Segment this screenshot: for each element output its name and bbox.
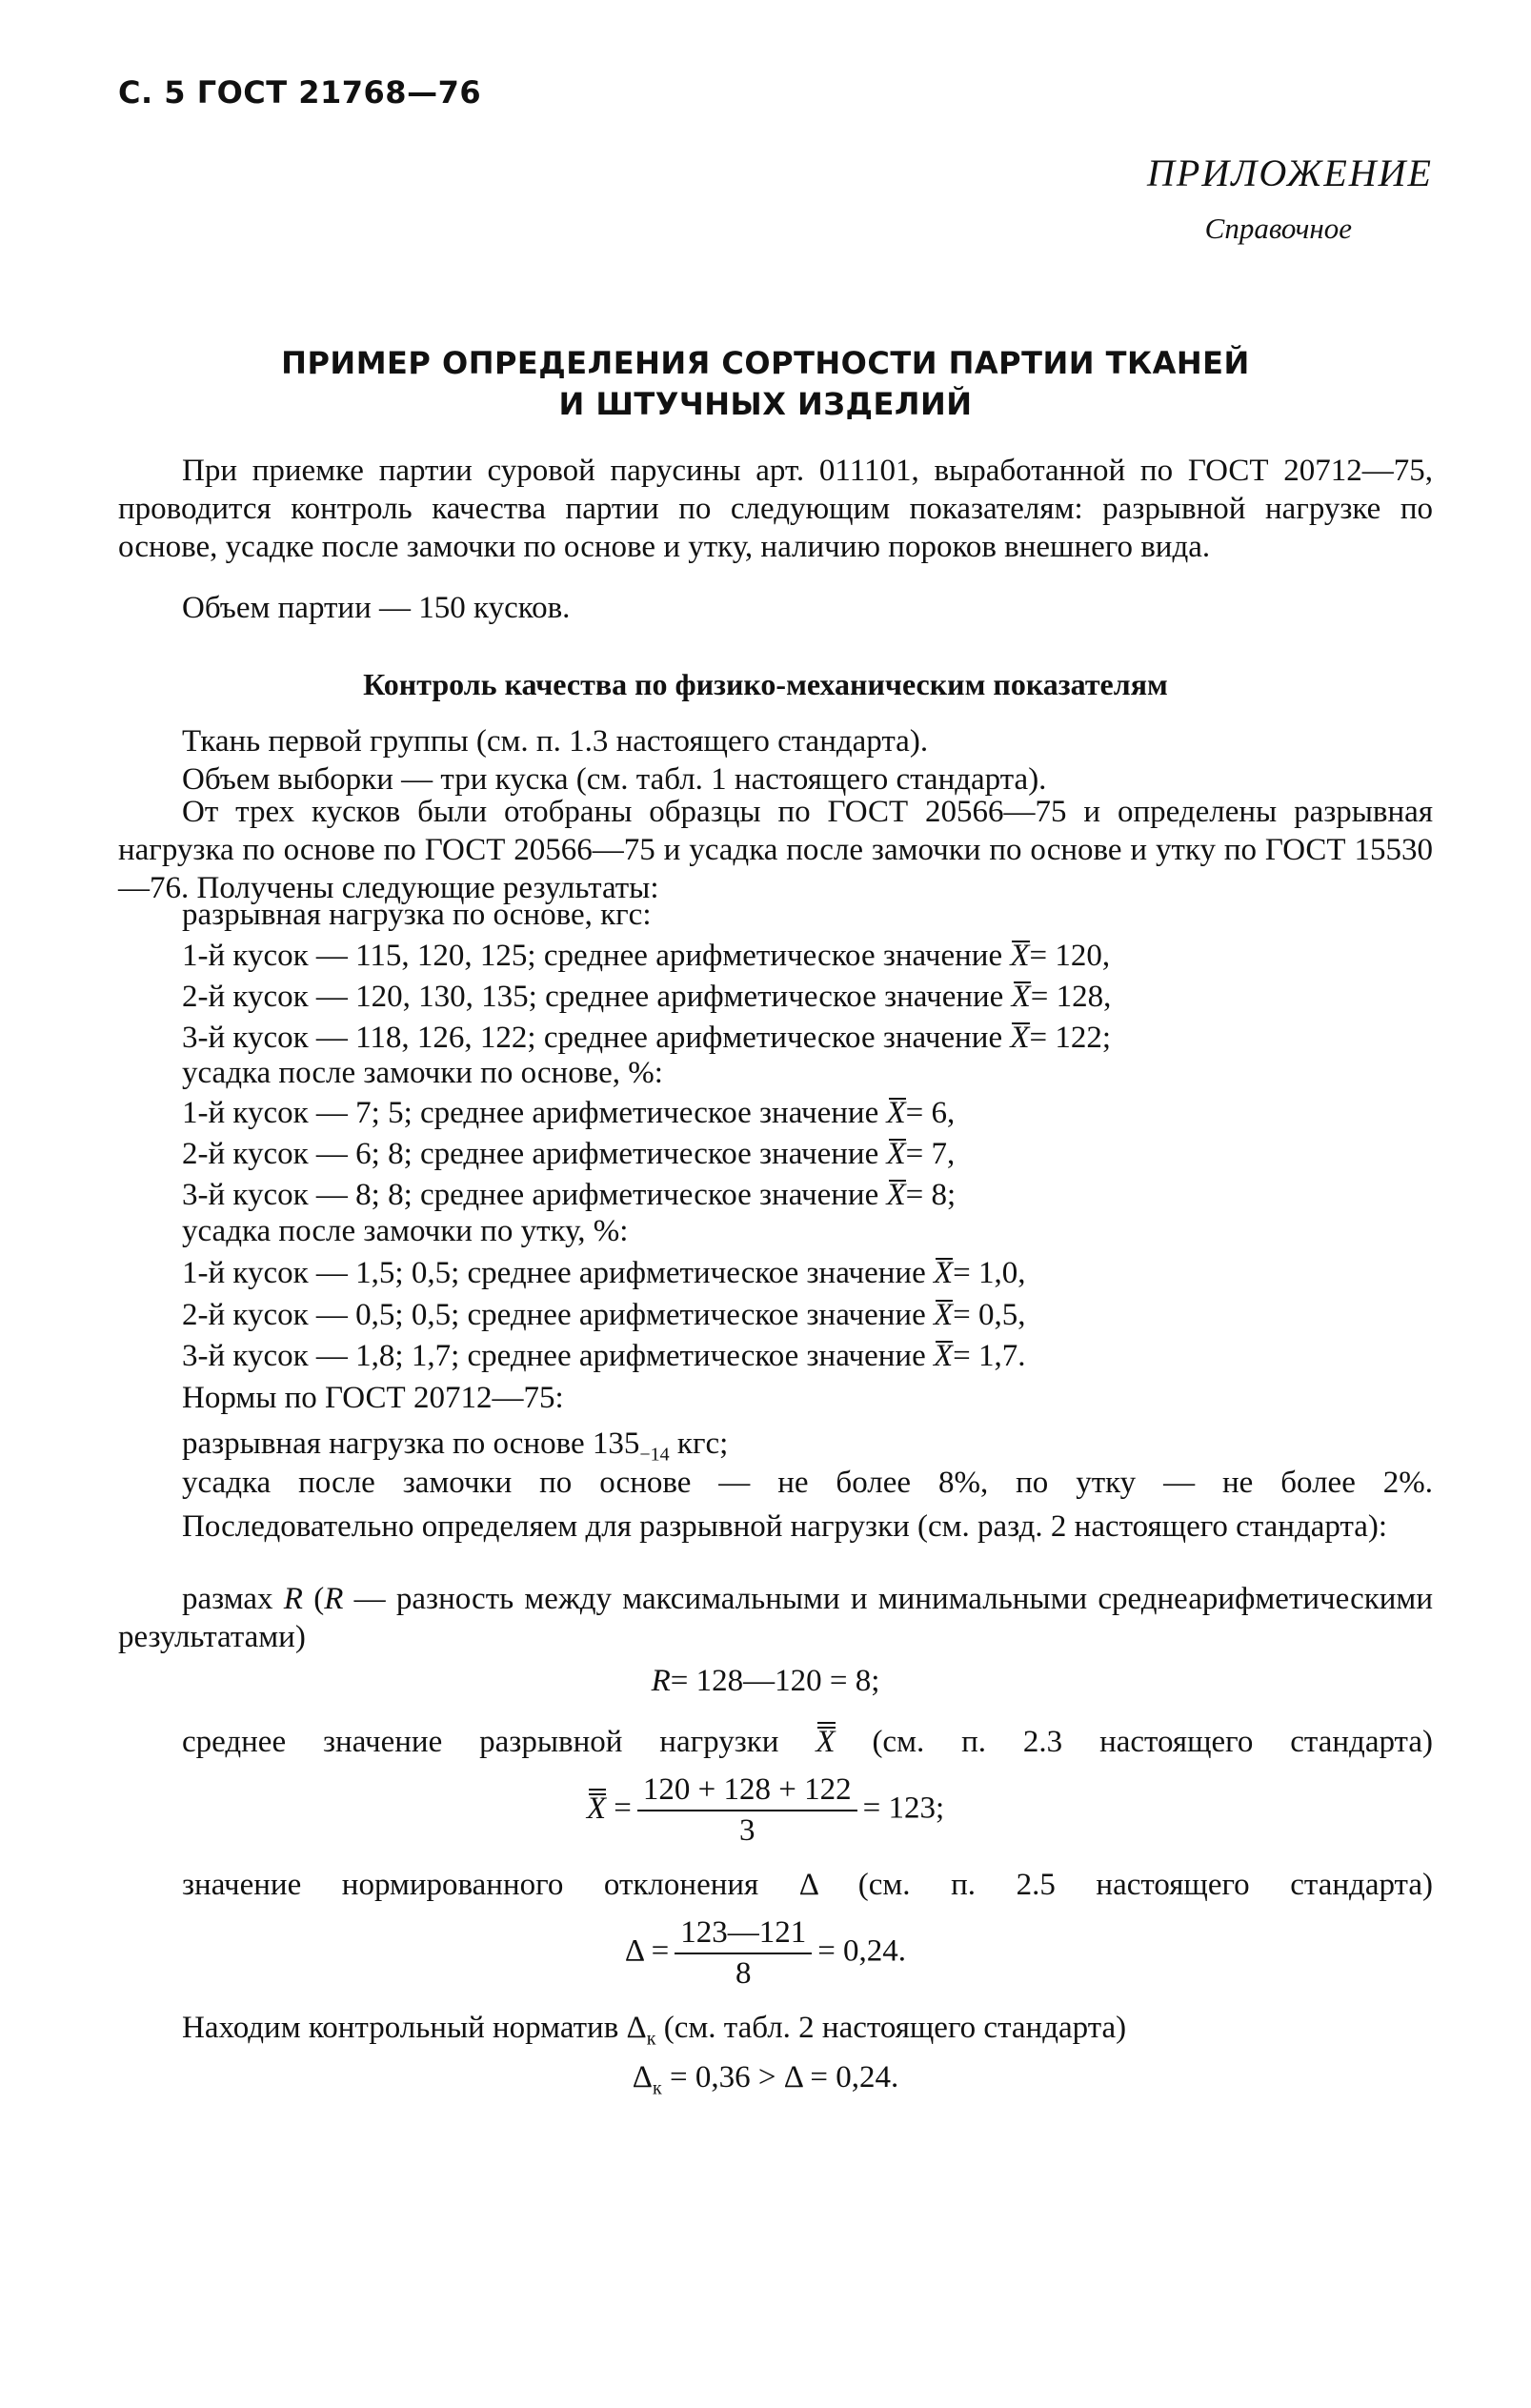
mean-numerator: 120 + 128 + 122 [637,1772,857,1811]
shrink-weft-piece-2: 2-й кусок — 0,5; 0,5; среднее арифметическое значение [182,1298,934,1332]
batch-size: Объем партии — 150 кусков. [182,591,571,625]
shrink-warp-mean-2: = 7, [905,1137,956,1171]
breaking-piece-1: 1-й кусок — 115, 120, 125; среднее арифметическое значение [182,939,1011,973]
range-text: размах [182,1582,284,1616]
shrink-warp-row-3 [182,1178,956,1213]
control-norm-paragraph [182,2011,1126,2051]
x-bar-symbol: X [1011,980,1031,1014]
control-norm-ref: (см. табл. 2 настоящего стандарта) [655,2011,1127,2045]
shrink-warp-label: усадка после замочки по основе, %: [182,1056,663,1090]
shrink-warp-row-1 [182,1096,955,1131]
x-bar-symbol: X [934,1256,954,1290]
breaking-piece-3: 3-й кусок — 118, 126, 122; среднее арифметическое значение [182,1021,1011,1055]
deviation-fraction [675,1915,812,1992]
shrink-weft-label: усадка после замочки по утку, %: [182,1214,629,1248]
breaking-mean-1: = 120, [1029,939,1111,973]
x-bar-symbol: X [934,1298,954,1332]
x-bar-symbol: X [1010,939,1030,973]
norm-unit: кгс; [669,1427,729,1461]
breaking-row-2 [182,980,1111,1015]
running-head: С. 5 ГОСТ 21768—76 [118,74,482,111]
mean-paragraph [182,1725,1433,1760]
procedure-paragraph: Последовательно определяем для разрывной нагрузки (см. разд. 2 настоящего стандарта): [182,1509,1388,1544]
fabric-group-line: Ткань первой группы (см. п. 1.3 настоящего стандарта). [182,724,929,759]
control-delta-sub: к [653,2077,662,2099]
mean-fraction [637,1772,857,1849]
deviation-result: = 0,24. [817,1933,907,1969]
shrink-weft-piece-1: 1-й кусок — 1,5; 0,5; среднее арифметическое значение [182,1256,934,1290]
control-norm-sub: к [646,2028,656,2050]
control-comparison: = 0,36 > Δ = 0,24. [661,2060,899,2094]
title-line-2: И ШТУЧНЫХ ИЗДЕЛИЙ [558,386,973,422]
deviation-denominator: 8 [735,1956,752,1991]
shrink-weft-row-2 [182,1298,1026,1333]
norm-breaking-text: разрывная нагрузка по основе 135 [182,1427,640,1461]
breaking-piece-2: 2-й кусок — 120, 130, 135; среднее арифметическое значение [182,980,1012,1014]
shrink-weft-piece-3: 3-й кусок — 1,8; 1,7; среднее арифметическое значение [182,1339,934,1373]
title-line-1: ПРИМЕР ОПРЕДЕЛЕНИЯ СОРТНОСТИ ПАРТИИ ТКАНЕЙ [281,345,1250,381]
range-symbol: R [651,1664,671,1698]
sampling-paragraph: От трех кусков были отобраны образцы по ГОСТ 20566—75 и определены разрывная нагрузка по основе по ГОСТ 20566—75 и усадка после замочки по основе и утку по ГОСТ 15530—76. Получены следующие результаты: [118,795,1433,905]
range-equation [0,1664,1531,1699]
intro-paragraph: При приемке партии суровой парусины арт. 011101, выработанной по ГОСТ 20712—75, проводится контроль качества партии по следующим показателям: разрывной нагрузке по основе, усадке после замочки по основе и утку, наличию пороков внешнего вида. [118,454,1433,564]
shrink-warp-mean-1: = 6, [905,1096,956,1130]
x-double-bar-symbol: X [816,1725,836,1759]
control-norm-equation [0,2060,1531,2100]
shrink-warp-mean-3: = 8; [905,1178,957,1212]
range-equation-value: = 128—120 = 8; [670,1664,880,1698]
x-bar-symbol: X [886,1137,906,1171]
shrink-warp-piece-3: 3-й кусок — 8; 8; среднее арифметическое значение [182,1178,887,1212]
shrink-weft-mean-3: = 1,7. [953,1339,1026,1373]
deviation-paragraph: значение нормированного отклонения Δ (см. п. 2.5 настоящего стандарта) [182,1868,1433,1902]
x-bar-symbol: X [886,1178,906,1212]
breaking-load-label: разрывная нагрузка по основе, кгс: [182,898,652,932]
mean-result: = 123; [862,1791,945,1826]
deviation-lhs: Δ = [624,1933,670,1969]
mean-equation: X = $\frac{120 + 128 + 122}{3}$ = 123; [586,1772,945,1848]
mean-denominator: 3 [739,1813,755,1848]
norm-breaking-load [182,1427,728,1467]
breaking-mean-3: = 122; [1029,1021,1112,1055]
range-symbol: R [324,1582,344,1616]
appendix-type: Справочное [1204,212,1352,245]
deviation-numerator: 123—121 [675,1915,812,1954]
section-heading: Контроль качества по физико-механическим показателям [363,667,1168,701]
breaking-mean-2: = 128, [1030,980,1112,1014]
x-bar-symbol: X [934,1339,954,1373]
control-norm-text: Находим контрольный норматив Δ [182,2011,647,2045]
sample-size-line: Объем выборки — три куска (см. табл. 1 настоящего стандарта). [182,762,1047,797]
shrink-weft-mean-2: = 0,5, [953,1298,1026,1332]
deviation-equation [0,1915,1531,1992]
range-symbol: R [283,1582,303,1616]
x-bar-symbol: X [886,1096,906,1130]
shrink-warp-piece-2: 2-й кусок — 6; 8; среднее арифметическое значение [182,1137,887,1171]
breaking-row-3 [182,1021,1111,1056]
shrink-warp-row-2 [182,1137,955,1172]
appendix-label: ПРИЛОЖЕНИЕ [1147,152,1433,194]
breaking-row-1 [182,939,1110,974]
shrink-weft-row-1 [182,1256,1026,1291]
control-delta: Δ [632,2060,654,2094]
mean-text-ref: (см. п. 2.3 настоящего стандарта) [835,1725,1433,1759]
shrink-weft-mean-1: = 1,0, [953,1256,1026,1290]
x-bar-symbol: X [1010,1021,1030,1055]
x-double-bar-symbol: X [586,1791,607,1826]
norms-label: Нормы по ГОСТ 20712—75: [182,1381,564,1415]
shrink-weft-row-3 [182,1339,1026,1374]
range-paren: ( [302,1582,325,1616]
shrink-warp-piece-1: 1-й кусок — 7; 5; среднее арифметическое значение [182,1096,887,1130]
norm-tolerance: −14 [639,1444,670,1466]
range-definition: — разность между максимальными и минимальными среднеарифметическими результатами) [118,1582,1433,1654]
range-paragraph [118,1580,1433,1656]
mean-text: среднее значение разрывной нагрузки [182,1725,816,1759]
norm-shrinkage: усадка после замочки по основе — не более 8%, по утку — не более 2%. [182,1466,1433,1500]
